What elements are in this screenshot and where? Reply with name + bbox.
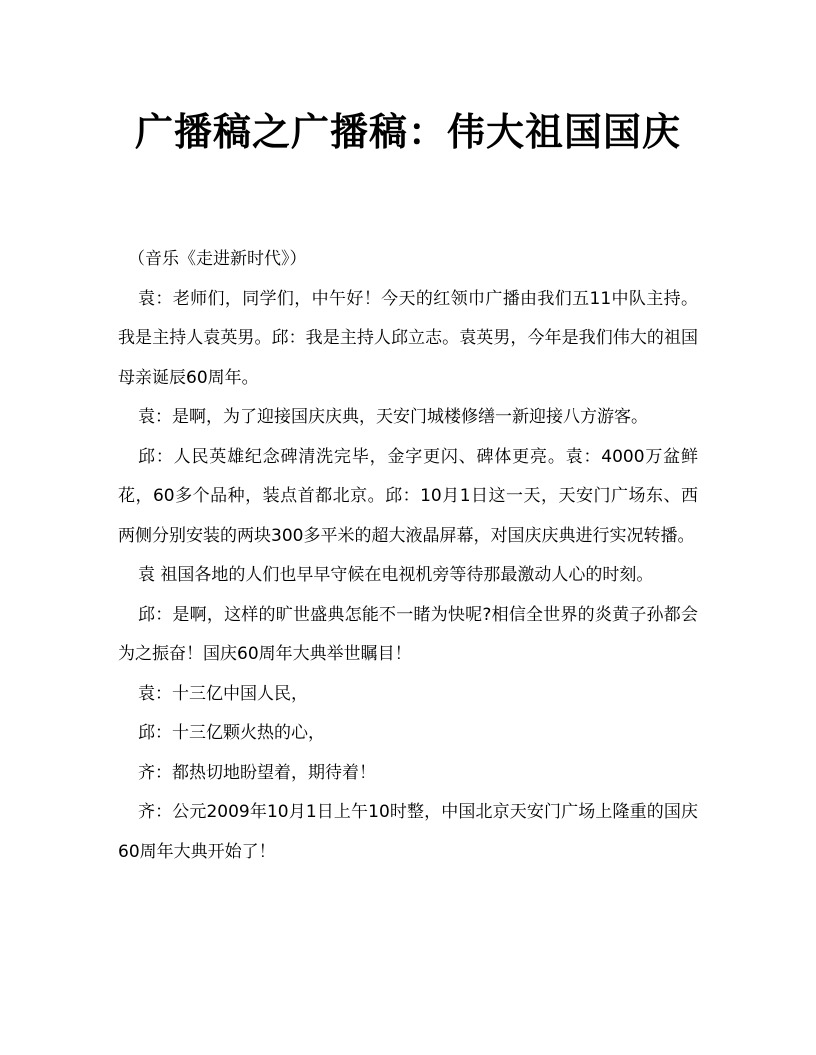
paragraph: 袁：十三亿中国人民， (138, 683, 308, 704)
paragraph: 邱：十三亿颗火热的心， (138, 723, 325, 743)
paragraph: 袁 祖国各地的人们也早早守候在电视机旁等待那最激动人心的时刻。 (138, 565, 654, 585)
paragraph: 齐：公元2009年10月1日上午10时整，中国北京天安门广场上隆重的国庆60周年大典开始了！ (118, 802, 698, 862)
paragraph: 齐：都热切地盼望着，期待着！ (138, 762, 376, 783)
paragraph: 邱：是啊，这样的旷世盛典怎能不一睹为快呢?相信全世界的炎黄子孙都会为之振奋！国庆60周年大典举世瞩目！ (118, 604, 698, 664)
paragraph: 袁：是啊，为了迎接国庆庆典，天安门城楼修缮一新迎接八方游客。 (138, 407, 648, 427)
document-body (118, 240, 698, 872)
paragraph: 袁：老师们，同学们，中午好！今天的红领巾广播由我们五11中队主持。我是主持人袁英男。邱：我是主持人邱立志。袁英男，今年是我们伟大的祖国母亲诞辰60周年。 (118, 288, 698, 388)
paragraph: 邱：人民英雄纪念碑清洗完毕，金字更闪、碑体更亮。袁：4000万盆鲜花，60多个品种，装点首都北京。邱：10月1日这一天，天安门广场东、西两侧分别安装的两块300多平米的超大液晶屏幕，对国庆庆典进行实况转播。 (118, 446, 698, 546)
document-title: 广播稿之广播稿：伟大祖国国庆 (134, 109, 681, 154)
paragraph-music-cue: （音乐《走进新时代》） (128, 249, 307, 269)
